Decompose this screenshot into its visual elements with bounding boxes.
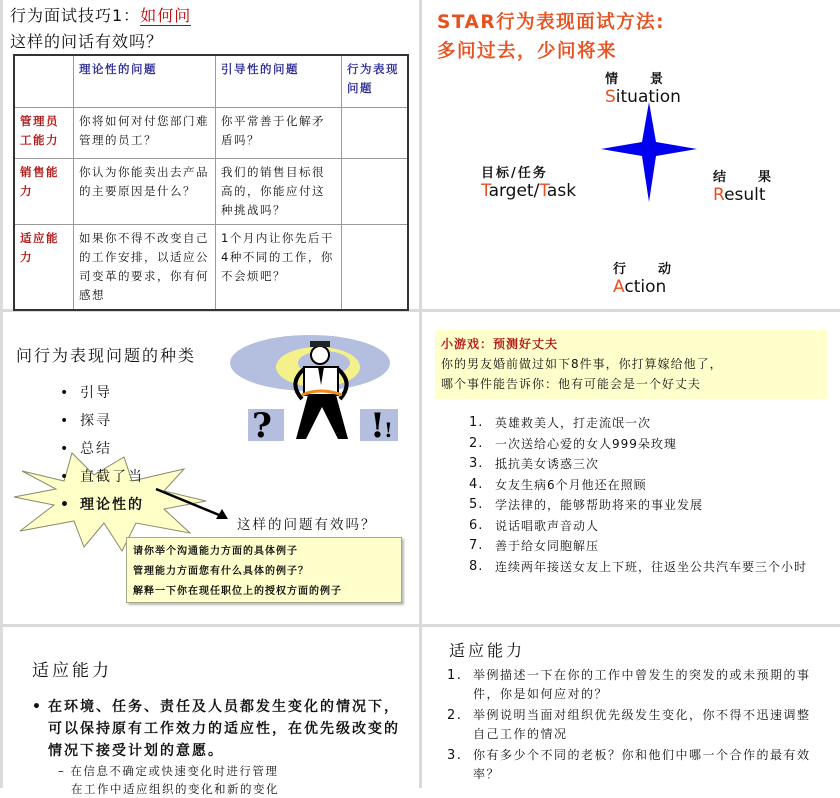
result-label xyxy=(713,166,773,205)
table-cell: 你认为你能卖出去产品的主要原因是什么？ xyxy=(74,159,216,225)
list-item xyxy=(469,434,809,455)
action-rest: ction xyxy=(624,277,667,297)
table-cell: 1个月内让你先后干4种不同的工作，你不会烦吧？ xyxy=(216,225,342,311)
sub-bullets xyxy=(58,762,279,798)
title-highlight: 如何问 xyxy=(140,6,192,25)
item-text: 一次送给心爱的女人999朵玫瑰 xyxy=(495,436,677,451)
adaptability-questions-list xyxy=(447,666,817,786)
item-number: 3. xyxy=(447,748,463,763)
arrow-icon xyxy=(154,485,234,525)
situation-initial: S xyxy=(605,87,616,107)
item-text: 举例说明当面对组织优先级发生变化，你不得不迅速调整自己工作的情况 xyxy=(473,708,811,741)
table-header-cell: 引导性的问题 xyxy=(216,55,342,108)
item-number: 3. xyxy=(469,456,484,471)
item-text: 英雄救美人，打走流氓一次 xyxy=(495,416,652,430)
action-initial: A xyxy=(613,277,625,297)
result-cn: 结 果 xyxy=(713,170,774,185)
item-number: 5. xyxy=(469,497,484,512)
slide-1-title xyxy=(10,3,191,26)
question-comparison-table xyxy=(13,54,409,311)
note-line: 管理能力方面您有什么具体的例子？ xyxy=(133,566,309,577)
task-cn: 目标/任务 xyxy=(481,166,548,181)
table-cell xyxy=(342,159,409,225)
table-cell: 你将如何对付您部门难管理的员工？ xyxy=(74,108,216,159)
task-rest: ask xyxy=(546,181,577,201)
list-item xyxy=(469,536,809,557)
table-cell: 你平常善于化解矛盾吗？ xyxy=(216,108,342,159)
row-label: 销售能力 xyxy=(14,159,74,225)
list-item: • 直截了当 xyxy=(58,463,144,491)
item-number: 2. xyxy=(447,708,463,723)
item-number: 2. xyxy=(469,435,484,451)
table-row xyxy=(14,159,408,225)
result-initial: R xyxy=(713,185,725,205)
svg-text:!: ! xyxy=(384,418,393,442)
list-item xyxy=(447,666,817,704)
four-point-star-icon xyxy=(601,102,697,202)
list-item: • 理论性的 xyxy=(58,491,144,519)
result-rest: esult xyxy=(724,185,766,205)
page-left-edge xyxy=(0,0,3,788)
table-header-cell: 理论性的问题 xyxy=(74,55,216,108)
item-number: 1. xyxy=(447,668,463,683)
question-types-list xyxy=(58,379,144,519)
list-item xyxy=(469,557,809,578)
item-number: 1. xyxy=(469,415,484,430)
sub-bullet: – 在信息不确定或快速变化时进行管理 xyxy=(58,764,279,778)
table-header-cell: 行为表现问题 xyxy=(342,55,409,108)
item-text: 举例描述一下在你的工作中曾发生的突发的或未预期的事件，你是如何应对的？ xyxy=(473,668,811,701)
game-heading: 小游戏：预测好丈夫 xyxy=(441,337,559,351)
situation-cn: 情 景 xyxy=(605,72,666,87)
slide-3-thumbnail[interactable] xyxy=(4,313,418,623)
grid-divider-horizontal-2 xyxy=(0,624,840,627)
businessman-clipart-icon xyxy=(222,323,412,446)
list-item xyxy=(469,516,809,537)
item-text: 学法律的，能够帮助将来的事业发展 xyxy=(495,498,704,512)
table-row xyxy=(14,108,408,159)
game-line-1: 你的男友婚前做过如下8件事，你打算嫁给他了， xyxy=(441,357,723,371)
list-item: • 探寻 xyxy=(58,407,144,435)
svg-text:?: ? xyxy=(252,406,272,446)
slide-5-title: 适应能力 xyxy=(32,661,112,681)
slide-1-thumbnail[interactable] xyxy=(4,0,418,308)
table-row xyxy=(14,225,408,311)
bullet-dot: • xyxy=(32,699,43,715)
task-initial-2: T xyxy=(539,181,547,201)
slide-3-title: 问行为表现问题的种类 xyxy=(16,346,197,365)
item-text: 你有多少个不同的老板？你和他们中哪一个合作的最有效率？ xyxy=(473,748,811,781)
note-line: 请你举个沟通能力方面的具体例子 xyxy=(133,546,298,557)
list-item xyxy=(447,706,817,744)
slide-6-thumbnail[interactable] xyxy=(423,628,840,788)
table-header-cell xyxy=(14,55,74,108)
table-header-row xyxy=(14,55,408,108)
svg-text:!: ! xyxy=(370,406,385,446)
table-cell xyxy=(342,108,409,159)
table-cell: 我们的销售目标很高的，你能应付这种挑战吗？ xyxy=(216,159,342,225)
table-cell: 如果你不得不改变自己的工作安排，以适应公司变革的要求，你有何感想 xyxy=(74,225,216,311)
action-label xyxy=(613,258,673,297)
list-item xyxy=(469,413,809,434)
grid-divider-vertical xyxy=(419,0,422,788)
item-text: 连续两年接送女友上下班，往返坐公共汽车要三个小时 xyxy=(495,559,808,574)
effectiveness-question: 这样的问题有效吗？ xyxy=(237,517,377,533)
row-label: 管理员工能力 xyxy=(14,108,74,159)
game-line-2: 哪个事件能告诉你：他有可能会是一个好丈夫 xyxy=(441,377,702,391)
sub-bullet: 在工作中适应组织的变化和新的变化 xyxy=(58,782,279,796)
action-cn: 行 动 xyxy=(613,262,674,277)
task-initial-1: T xyxy=(481,181,489,201)
slide-5-thumbnail[interactable] xyxy=(4,628,418,796)
definition-bullet xyxy=(32,696,412,762)
table-cell xyxy=(342,225,409,311)
item-text: 女友生病6个月他还在照顾 xyxy=(495,477,647,492)
item-text: 说话唱歌声音动人 xyxy=(495,518,600,533)
item-number: 8. xyxy=(469,558,484,574)
game-intro-box xyxy=(435,330,827,399)
list-item: • 总结 xyxy=(58,435,144,463)
example-questions-note xyxy=(126,537,402,603)
task-mid: arget/ xyxy=(488,181,540,201)
list-item: • 引导 xyxy=(58,379,144,407)
item-number: 7. xyxy=(469,538,484,553)
list-item xyxy=(447,746,817,784)
situation-rest: ituation xyxy=(615,87,681,107)
title-prefix: 行为面试技巧1： xyxy=(10,6,141,25)
slide-2-title xyxy=(437,8,665,66)
slide-4-thumbnail[interactable] xyxy=(423,313,840,623)
note-line: 解释一下你在现任职位上的授权方面的例子 xyxy=(133,586,342,597)
task-label xyxy=(481,162,576,201)
list-item xyxy=(469,495,809,516)
list-item xyxy=(469,475,809,496)
slide-6-title: 适应能力 xyxy=(449,641,526,660)
husband-events-list xyxy=(469,413,809,577)
item-text: 抵抗美女诱惑三次 xyxy=(495,457,600,471)
slide-2-thumbnail[interactable] xyxy=(423,0,840,308)
item-number: 6. xyxy=(469,517,484,533)
title-line-2: 多问过去，少问将来 xyxy=(437,41,618,62)
row-label: 适应能力 xyxy=(14,225,74,311)
list-item xyxy=(469,454,809,475)
slide-1-subtitle: 这样的问话有效吗？ xyxy=(10,32,164,51)
title-line-1: STAR行为表现面试方法: xyxy=(437,12,665,33)
item-number: 4. xyxy=(469,476,484,492)
bullet-text: 在环境、任务、责任及人员都发生变化的情况下，可以保持原有工作效力的适应性，在优先级改变的情况下接受计划的意愿。 xyxy=(48,699,400,759)
item-text: 善于给女同胞解压 xyxy=(495,539,600,553)
